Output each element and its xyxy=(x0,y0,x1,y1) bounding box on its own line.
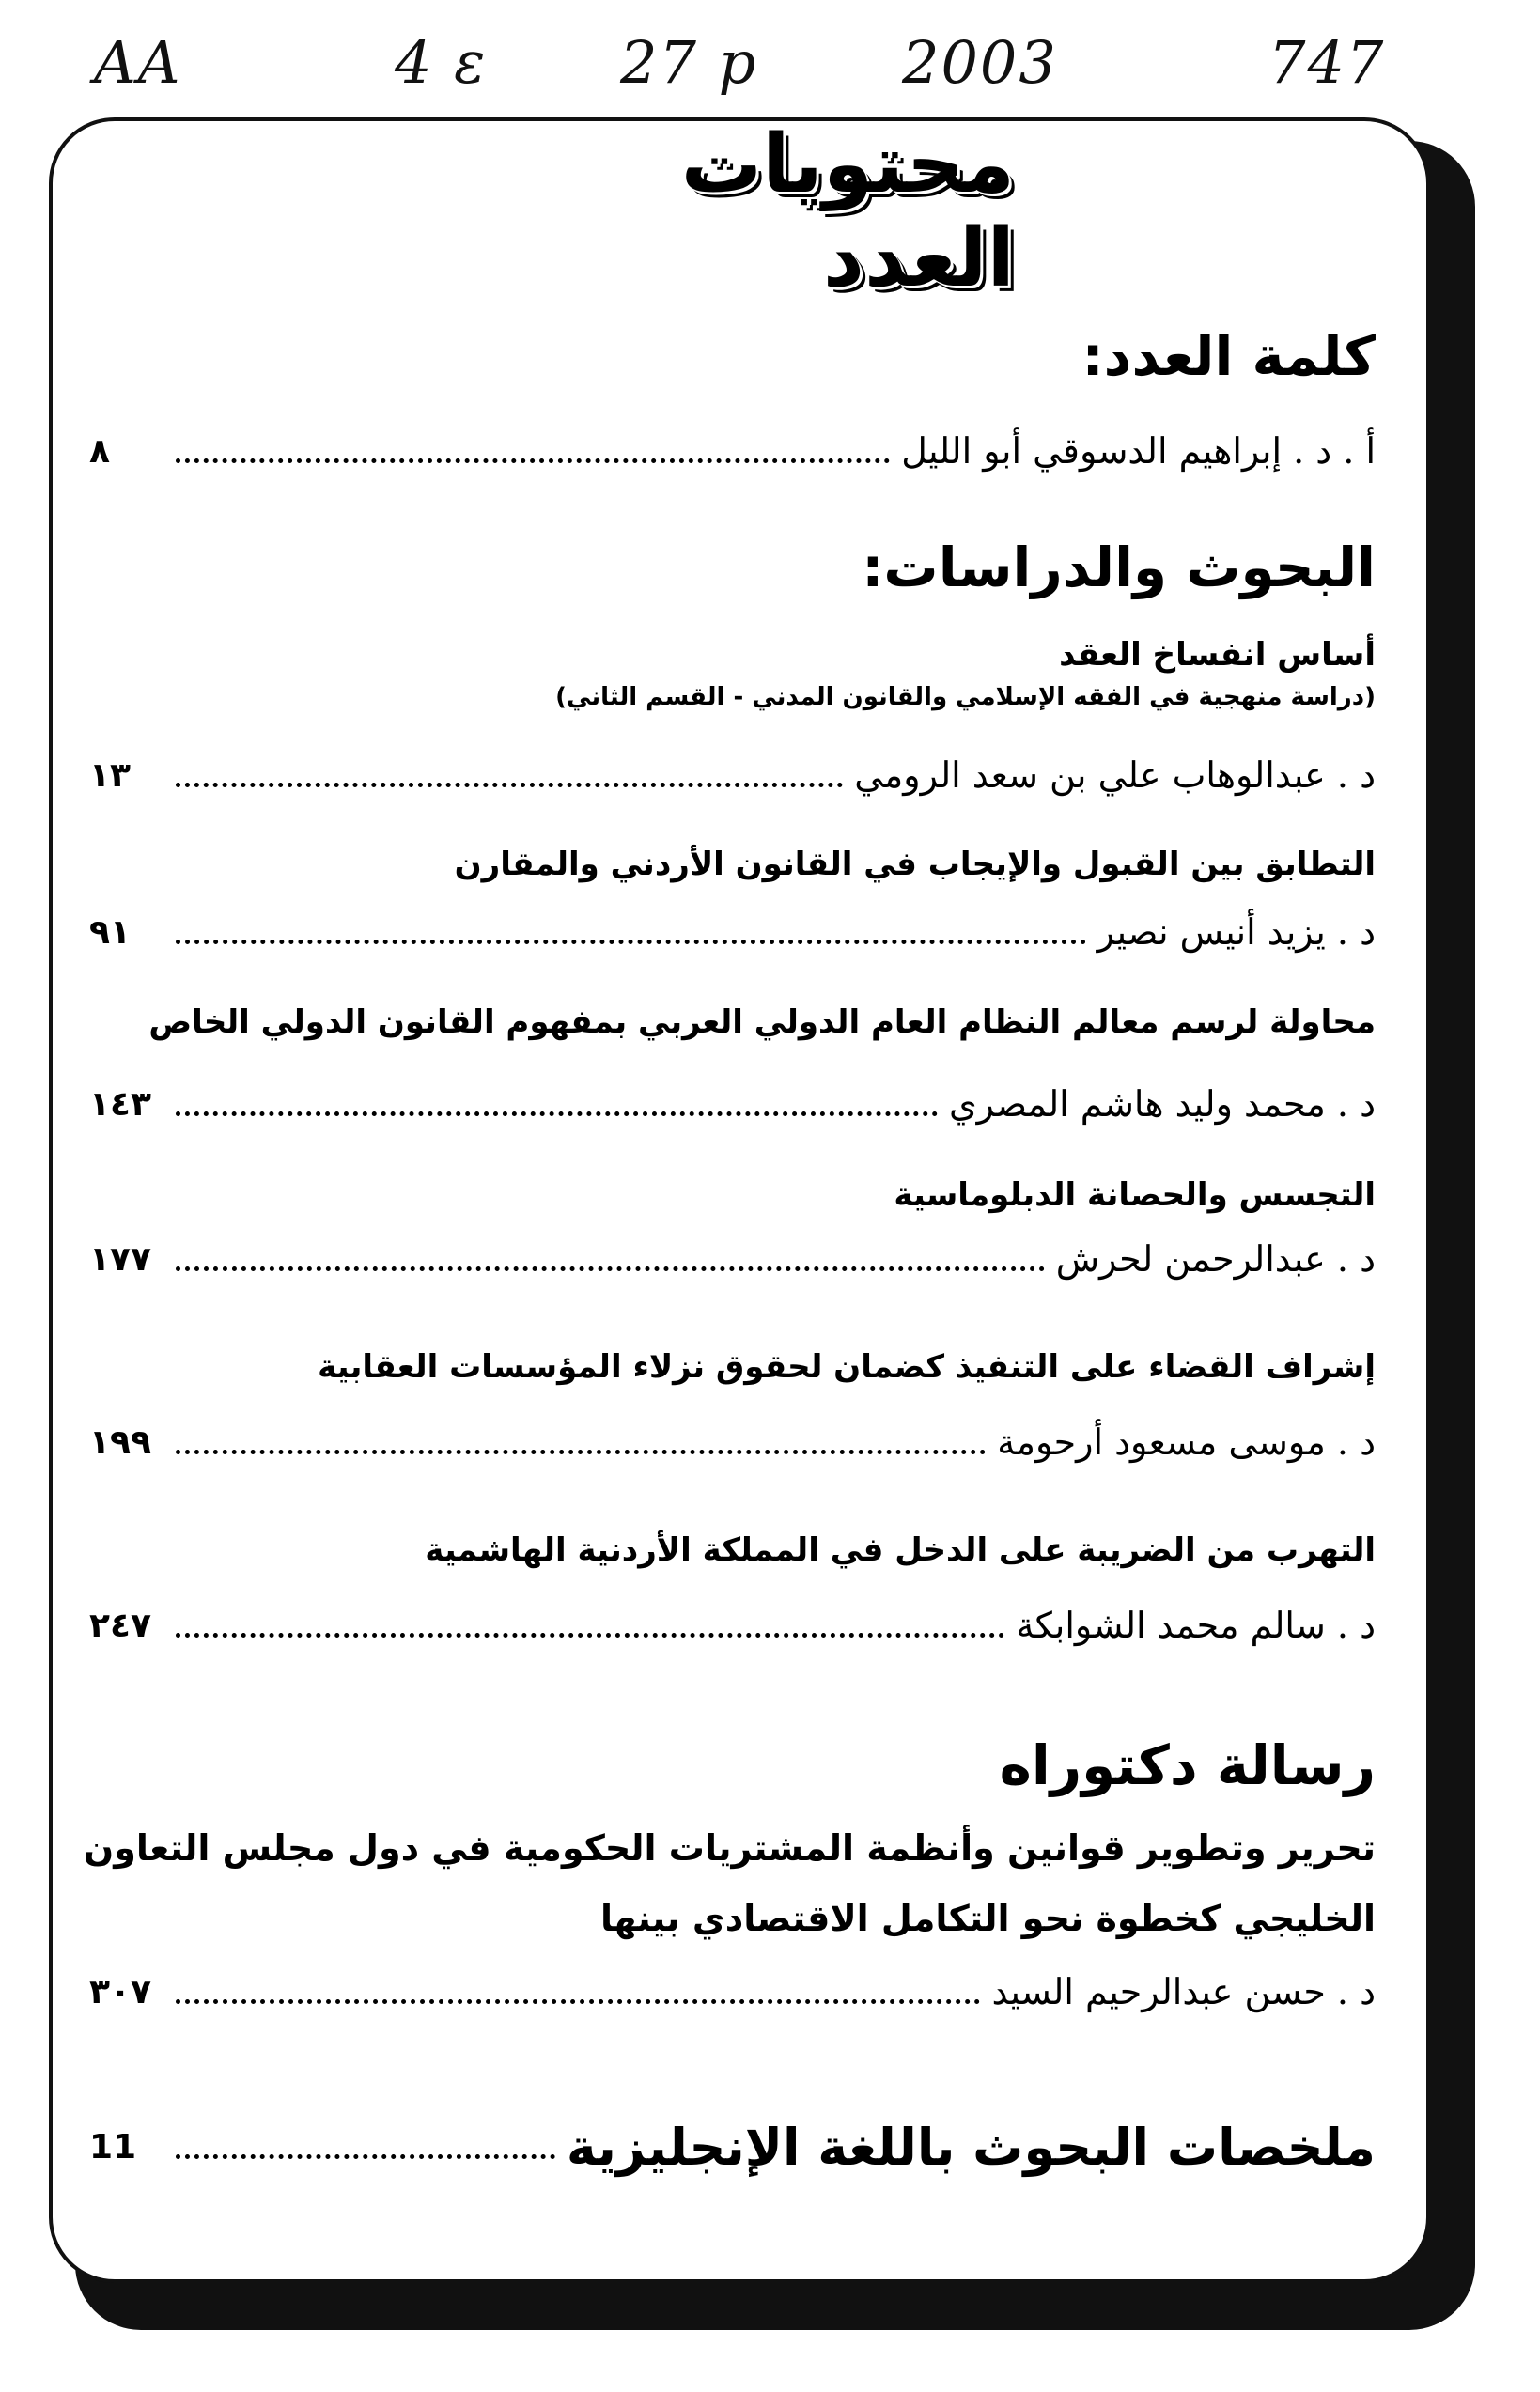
page-number: ٣٠٧ xyxy=(89,1972,151,2011)
section-heading-abstracts: ملخصات البحوث باللغة الإنجليزية xyxy=(566,2117,1376,2177)
article-subtitle: (دراسة منهجية في الفقه الإسلامي والقانون المدني - القسم الثاني) xyxy=(555,683,1376,711)
page-number: ٢٤٧ xyxy=(89,1606,151,1645)
section-heading-research: البحوث والدراسات: xyxy=(862,536,1376,599)
page-number: ١٤٣ xyxy=(89,1084,151,1124)
dot-leader xyxy=(176,1266,1045,1271)
article-title[interactable]: التهرب من الضريبة على الدخل في المملكة الأردنية الهاشمية xyxy=(425,1531,1376,1569)
article-title[interactable]: التطابق بين القبول والإيجاب في القانون الأردني والمقارن xyxy=(454,846,1376,883)
page-number: ١٣ xyxy=(89,755,131,795)
toc-entry-article[interactable] xyxy=(89,747,1376,803)
dot-leader xyxy=(176,783,843,787)
toc-entry-article[interactable] xyxy=(89,1414,1376,1470)
dot-leader xyxy=(176,2154,555,2159)
toc-entry-abstracts[interactable] xyxy=(89,2109,1376,2184)
page-title: محتويات العدد xyxy=(680,117,1015,305)
article-title[interactable]: إشراف القضاء على التنفيذ كضمان لحقوق نزلاء المؤسسات العقابية xyxy=(318,1348,1376,1386)
page-number: ١٧٧ xyxy=(89,1239,151,1279)
toc-entry-article[interactable] xyxy=(89,1076,1376,1132)
handwritten-mark: 4 ε xyxy=(395,28,488,97)
dot-leader xyxy=(176,1633,1004,1638)
article-title[interactable]: التجسس والحصانة الدبلوماسية xyxy=(894,1176,1376,1214)
dot-leader xyxy=(176,940,1086,944)
page-number: ٩١ xyxy=(89,912,131,952)
toc-entry-thesis[interactable] xyxy=(89,1964,1376,2020)
author-name: د . موسى مسعود أرحومة xyxy=(997,1421,1376,1463)
author-name: أ . د . إبراهيم الدسوقي أبو الليل xyxy=(901,430,1376,472)
handwritten-ref: 747 xyxy=(1268,28,1386,97)
article-title[interactable]: أساس انفساخ العقد xyxy=(1059,636,1376,674)
page-number: ١٩٩ xyxy=(89,1422,151,1462)
toc-entry-article[interactable] xyxy=(89,904,1376,960)
dot-leader xyxy=(176,1999,980,2004)
section-heading-thesis: رسالة دكتوراه xyxy=(999,1733,1376,1797)
section-heading-editorial: كلمة العدد: xyxy=(1081,324,1376,388)
author-name: د . يزيد أنيس نصير xyxy=(1097,911,1376,953)
author-name: د . محمد وليد هاشم المصري xyxy=(948,1083,1376,1125)
thesis-title-line2[interactable]: الخليجي كخطوة نحو التكامل الاقتصادي بينها xyxy=(600,1898,1376,1939)
toc-entry-editorial[interactable] xyxy=(89,423,1376,479)
thesis-title-line1[interactable]: تحرير وتطوير قوانين وأنظمة المشتريات الحكومية في دول مجلس التعاون xyxy=(83,1827,1376,1869)
handwritten-issue: 27 p xyxy=(620,28,758,97)
dot-leader xyxy=(176,1111,938,1116)
dot-leader xyxy=(176,458,890,463)
handwritten-code: AA xyxy=(94,28,182,97)
author-name: د . سالم محمد الشوابكة xyxy=(1016,1605,1376,1646)
author-name: د . حسن عبدالرحيم السيد xyxy=(991,1971,1376,2012)
author-name: د . عبدالوهاب علي بن سعد الرومي xyxy=(854,754,1376,796)
page-number: ٨ xyxy=(89,431,110,471)
toc-entry-article[interactable] xyxy=(89,1231,1376,1287)
author-name: د . عبدالرحمن لحرش xyxy=(1055,1238,1376,1280)
toc-entry-article[interactable] xyxy=(89,1597,1376,1654)
dot-leader xyxy=(176,1450,986,1454)
page-number: 11 xyxy=(89,2127,137,2167)
article-title[interactable]: محاولة لرسم معالم النظام العام الدولي العربي بمفهوم القانون الدولي الخاص xyxy=(148,1003,1376,1041)
handwritten-year: 2003 xyxy=(902,28,1058,97)
